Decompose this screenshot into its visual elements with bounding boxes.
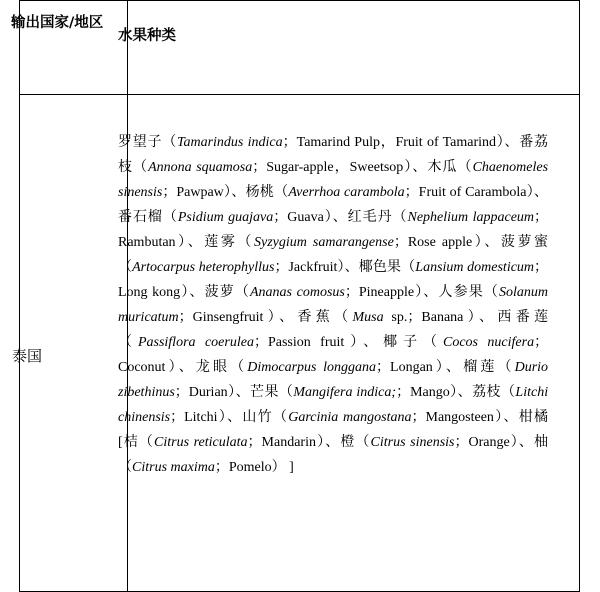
fruit-entry: 芒果（Mangifera indica;；Mango） [250, 385, 458, 400]
fruit-entry: 椰色果（Lansium domesticum；Long kong） [118, 260, 549, 300]
fruit-entry: 菠萝（Ananas comosus；Pineapple） [204, 285, 424, 300]
fruit-english-name: Tamarind Pulp，Fruit of Tamarind [296, 135, 497, 150]
country-name: 泰国 [12, 347, 43, 365]
fruit-chinese-name: 菠萝蜜 [500, 235, 549, 250]
fruit-english-name: Mango [410, 385, 450, 400]
fruit-english-name: Banana [421, 310, 464, 325]
closing-bracket: ] [285, 460, 294, 475]
fruit-entry: 罗望子（Tamarindus indica；Tamarind Pulp，Fruit of Tamarind） [118, 135, 505, 150]
fruit-chinese-name: 柑橘[桔 [118, 410, 549, 450]
fruit-english-name: Pawpaw [176, 185, 224, 200]
fruit-latin-name: Citrus reticulata [154, 435, 248, 450]
fruit-entry: 人参果（Solanum muricatum；Ginsengfruit） [118, 285, 549, 325]
fruit-chinese-name: 莲雾 [204, 235, 238, 250]
fruit-chinese-name: 红毛丹 [347, 210, 393, 225]
fruit-chinese-name: 芒果 [250, 385, 279, 400]
fruit-english-name: Fruit of Carambola [418, 185, 527, 200]
fruit-english-name: Orange [468, 435, 510, 450]
fruit-english-name: Guava [287, 210, 324, 225]
fruit-entry: 荔枝（Litchi chinensis；Litchi） [118, 385, 549, 425]
fruit-latin-name: Syzygium samarangense [253, 235, 394, 250]
fruit-latin-name: Nephelium lappaceum [407, 210, 535, 225]
fruit-english-name: Rose apple [407, 235, 473, 250]
fruit-entry: 椰子（Cocos nucifera；Coconut） [118, 335, 549, 375]
fruit-english-name: Long kong [118, 285, 181, 300]
fruit-entry: 杨桃（Averrhoa carambola；Fruit of Carambola） [245, 185, 535, 200]
fruit-latin-name: Citrus sinensis [370, 435, 455, 450]
fruit-entry: 榴莲（Durio zibethinus；Durian） [118, 360, 549, 400]
fruit-entry: 番荔枝（Annona squamosa；Sugar-apple，Sweetsop） [118, 135, 549, 175]
fruit-latin-name: Durio zibethinus [118, 360, 549, 400]
fruit-chinese-name: 罗望子 [118, 135, 163, 150]
fruit-latin-name: Ananas comosus [250, 285, 345, 300]
fruit-entry: 山竹（Garcinia mangostana；Mangosteen） [242, 410, 504, 425]
fruit-chinese-name: 柚 [534, 435, 549, 450]
fruit-latin-name: Passiflora coerulea [137, 335, 254, 350]
fruit-latin-name: Annona squamosa [148, 160, 253, 175]
fruit-latin-name: Psidium guajava [177, 210, 274, 225]
fruit-chinese-name: 菠萝 [204, 285, 235, 300]
fruit-latin-name: Musa [352, 310, 384, 325]
fruit-latin-name: Chaenomeles sinensis [118, 160, 549, 200]
fruit-chinese-name: 椰色果 [358, 260, 402, 275]
fruit-latin-name: Averrhoa carambola [288, 185, 405, 200]
fruit-latin-name: Cocos nucifera [442, 335, 535, 350]
fruit-english-name: Sugar-apple，Sweetsop [266, 160, 404, 175]
fruit-english-name: Longan [390, 360, 433, 375]
fruit-chinese-name: 椰子 [383, 335, 424, 350]
fruit-latin-suffix: sp. [383, 310, 408, 325]
fruit-chinese-name: 番石榴 [118, 210, 163, 225]
fruit-entry: 龙眼（Dimocarpus longgana；Longan） [195, 360, 447, 375]
fruit-entry: 柑橘[桔（Citrus reticulata；Mandarin） [118, 410, 549, 450]
fruit-chinese-name: 木瓜 [427, 160, 458, 175]
fruit-english-name: Pineapple [358, 285, 415, 300]
fruit-chinese-name: 杨桃 [245, 185, 275, 200]
fruit-english-name: Jackfruit [288, 260, 338, 275]
fruit-english-name: Ginsengfruit [192, 310, 264, 325]
fruit-list-text: 罗望子（Tamarindus indica；Tamarind Pulp，Fruit of Tamarind）、番荔枝（Annona squamosa；Sugar-apple，Sweetsop）、木瓜（Chaenomeles sinensis；Pawpaw）、杨桃（Averrhoa carambola；Fruit of Carambola）、番石榴（Psidium guajava；Guava）、红毛丹（Nephelium lappaceum；Rambutan）、莲雾（Syzygium samarangense；Rose apple）、菠萝蜜（Artocarpus heterophyllus；Jackfruit）、椰色果（Lansium domesticum；Long kong）、菠萝（Ananas comosus；Pineapple）、人参果（Solanum muricatum；Ginsengfruit）、香蕉（Musa sp.；Banana）、西番莲（Passiflora coerulea；Passion fruit）、椰子（Cocos nucifera；Coconut）、龙眼（Dimocarpus longgana；Longan）、榴莲（Durio zibethinus；Durian）、芒果（Mangifera indica;；Mango）、荔枝（Litchi chinensis；Litchi）、山竹（Garcinia mangostana；Mangosteen）、柑橘[桔（Citrus reticulata；Mandarin）、橙（Citrus sinensis；Orange）、柚（Citrus maxima；Pomelo） ] [118, 135, 549, 475]
fruit-chinese-name: 橙 [340, 435, 356, 450]
header-cell-fruit [127, 1, 579, 95]
fruit-latin-name: Artocarpus heterophyllus [132, 260, 275, 275]
fruit-entry: 红毛丹（Nephelium lappaceum；Rambutan） [118, 210, 549, 250]
fruit-latin-name: Tamarindus indica [176, 135, 283, 150]
fruit-chinese-name: 番荔枝 [118, 135, 549, 175]
fruit-latin-name: Lansium domesticum [415, 260, 535, 275]
fruit-entry: 香蕉（Musa sp.；Banana） [297, 310, 480, 325]
fruit-chinese-name: 榴莲 [463, 360, 498, 375]
fruit-latin-name: Mangifera indica; [293, 385, 397, 400]
fruit-english-name: Rambutan [118, 235, 176, 250]
fruit-entry: 柚（Citrus maxima；Pomelo） [118, 435, 549, 475]
fruit-english-name: Litchi [184, 410, 218, 425]
country-cell [20, 95, 128, 592]
fruit-english-name: Passion fruit [267, 335, 345, 350]
fruit-latin-name: Litchi chinensis [118, 385, 549, 425]
fruit-entry: 菠萝蜜（Artocarpus heterophyllus；Jackfruit） [118, 235, 549, 275]
fruit-chinese-name: 荔枝 [472, 385, 501, 400]
header-country-label: 输出国家/地区 [11, 15, 104, 31]
fruit-english-name: Durian [188, 385, 228, 400]
fruit-entry: 橙（Citrus sinensis；Orange） [340, 435, 519, 450]
fruit-chinese-name: 人参果 [438, 285, 484, 300]
fruit-chinese-name: 山竹 [242, 410, 273, 425]
fruit-latin-name: Dimocarpus longgana [247, 360, 377, 375]
fruit-english-name: Coconut [118, 360, 166, 375]
fruit-chinese-name: 香蕉 [297, 310, 335, 325]
fruit-english-name: Mangosteen [425, 410, 494, 425]
fruit-entry: 莲雾（Syzygium samarangense；Rose apple） [204, 235, 485, 250]
fruit-latin-name: Garcinia mangostana [288, 410, 412, 425]
fruit-entry: 番石榴（Psidium guajava；Guava） [118, 210, 333, 225]
header-fruit-label: 水果种类 [118, 28, 176, 44]
fruit-latin-name: Citrus maxima [132, 460, 215, 475]
fruit-chinese-name: 龙眼 [195, 360, 231, 375]
fruit-chinese-name: 西番莲 [497, 310, 549, 325]
fruit-english-name: Mandarin [261, 435, 316, 450]
fruit-entry: 木瓜（Chaenomeles sinensis；Pawpaw） [118, 160, 549, 200]
fruit-latin-name: Solanum muricatum [118, 285, 549, 325]
fruit-entry: 西番莲（Passiflora coerulea；Passion fruit） [118, 310, 549, 350]
fruit-english-name: Pomelo [228, 460, 272, 475]
